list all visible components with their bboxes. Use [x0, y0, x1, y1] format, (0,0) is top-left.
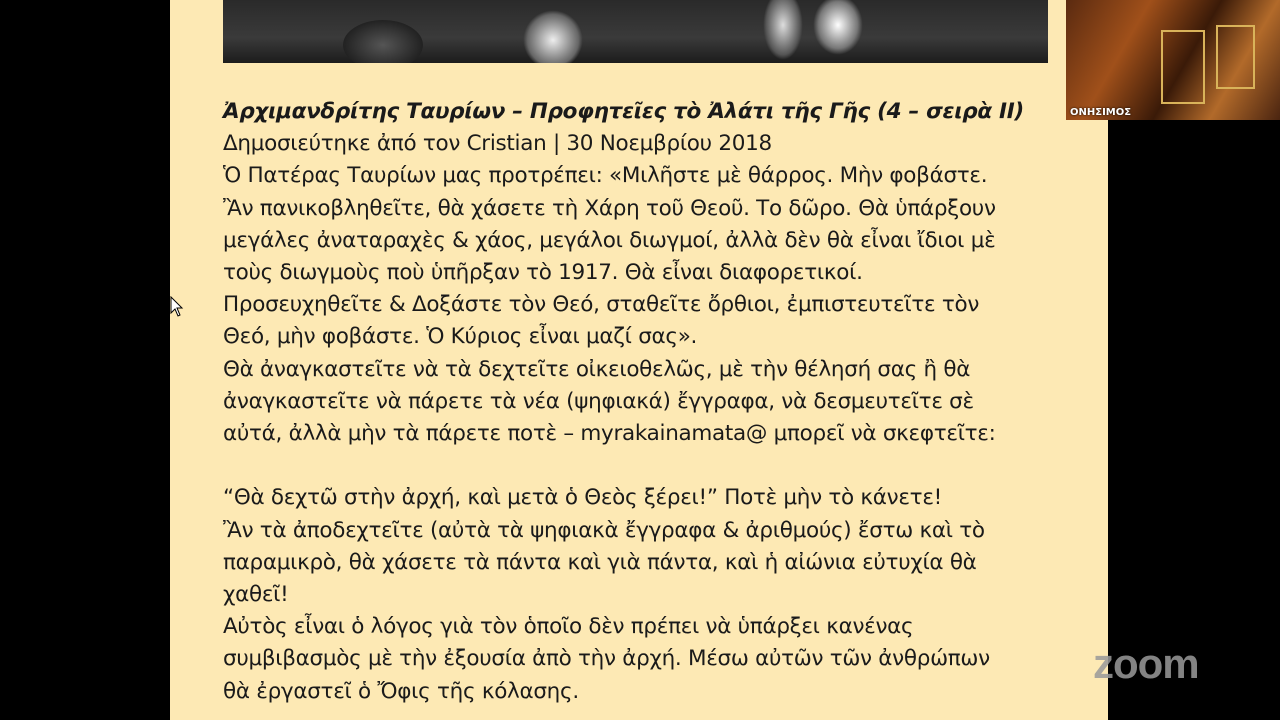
- text-line: Προσευχηθεῖτε & Δοξάστε τὸν Θεό, σταθεῖτε ὄρθιοι, ἐμπιστευτεῖτε τὸν: [223, 292, 980, 318]
- text-line: συμβιβασμὸς μὲ τὴν ἐξουσία ἀπὸ τὴν ἀρχή. Μέσω αὐτῶν τῶν ἀνθρώπων: [223, 646, 990, 672]
- text-line: Αὐτὸς εἶναι ὁ λόγος γιὰ τὸν ὁποῖο δὲν πρέπει νὰ ὑπάρξει κανένας: [223, 614, 914, 640]
- text-line: Θεό, μὴν φοβάστε. Ὁ Κύριος εἶναι μαζί σας».: [223, 324, 698, 350]
- text-line: Δημοσιεύτηκε ἀπό τον Cristian | 30 Νοεμβρίου 2018: [223, 131, 772, 157]
- text-line: ἀναγκαστεῖτε νὰ πάρετε τὰ νέα (ψηφιακά) ἔγγραφα, νὰ δεσμευτεῖτε σὲ: [223, 388, 974, 414]
- text-line: χαθεῖ!: [223, 582, 289, 608]
- text-line: Ἂν πανικοβληθεῖτε, θὰ χάσετε τὴ Χάρη τοῦ Θεοῦ. Το δῶρο. Θὰ ὑπάρξουν: [223, 195, 996, 221]
- participant-video-thumbnail[interactable]: [1066, 0, 1280, 120]
- icon-frame-decoration: [1216, 25, 1255, 89]
- blank-line: [223, 450, 1083, 482]
- text-line: “Θὰ δεχτῶ στὴν ἀρχή, καὶ μετὰ ὁ Θεὸς ξέρει!” Ποτὲ μὴν τὸ κάνετε!: [223, 485, 942, 511]
- text-line: θὰ ἐργαστεῖ ὁ Ὄφις τῆς κόλασης.: [223, 678, 579, 704]
- participant-name: ΟΝΗΣΙΜΟΣ: [1070, 107, 1132, 118]
- slide-title: Ἀρχιμανδρίτης Ταυρίων – Προφητεῖες τὸ Ἀλάτι τῆς Γῆς (4 – σειρὰ ΙΙ): [223, 99, 1024, 124]
- text-line: μεγάλες ἀναταραχὲς & χάος, μεγάλοι διωγμοί, ἀλλὰ δὲν θὰ εἶναι ἴδιοι μὲ: [223, 227, 996, 253]
- icon-photo: [223, 0, 1048, 63]
- slide-text: [223, 96, 1083, 708]
- text-line: αὐτά, ἀλλὰ μὴν τὰ πάρετε ποτὲ – myrakainamata@ μπορεῖ νὰ σκεφτεῖτε:: [223, 421, 996, 447]
- shared-slide: [170, 0, 1108, 720]
- mouse-cursor-icon: [170, 296, 184, 318]
- text-line: παραμικρὸ, θὰ χάσετε τὰ πάντα καὶ γιὰ πάντα, καὶ ἡ αἰώνια εὐτυχία θὰ: [223, 549, 977, 575]
- text-line: τοὺς διωγμοὺς ποὺ ὑπῆρξαν τὸ 1917. Θὰ εἶναι διαφορετικοί.: [223, 260, 863, 286]
- icon-frame-decoration: [1161, 30, 1205, 104]
- text-line: Θὰ ἀναγκαστεῖτε νὰ τὰ δεχτεῖτε οἰκειοθελῶς, μὲ τὴν θέλησή σας ἢ θὰ: [223, 356, 971, 382]
- text-line: Ἂν τὰ ἀποδεχτεῖτε (αὐτὰ τὰ ψηφιακὰ ἔγγραφα & ἀριθμούς) ἔστω καὶ τὸ: [223, 517, 985, 543]
- text-line: Ὁ Πατέρας Ταυρίων μας προτρέπει: «Μιλῆστε μὲ θάρρος. Μὴν φοβάστε.: [223, 163, 988, 189]
- zoom-logo: zoom: [1093, 640, 1199, 687]
